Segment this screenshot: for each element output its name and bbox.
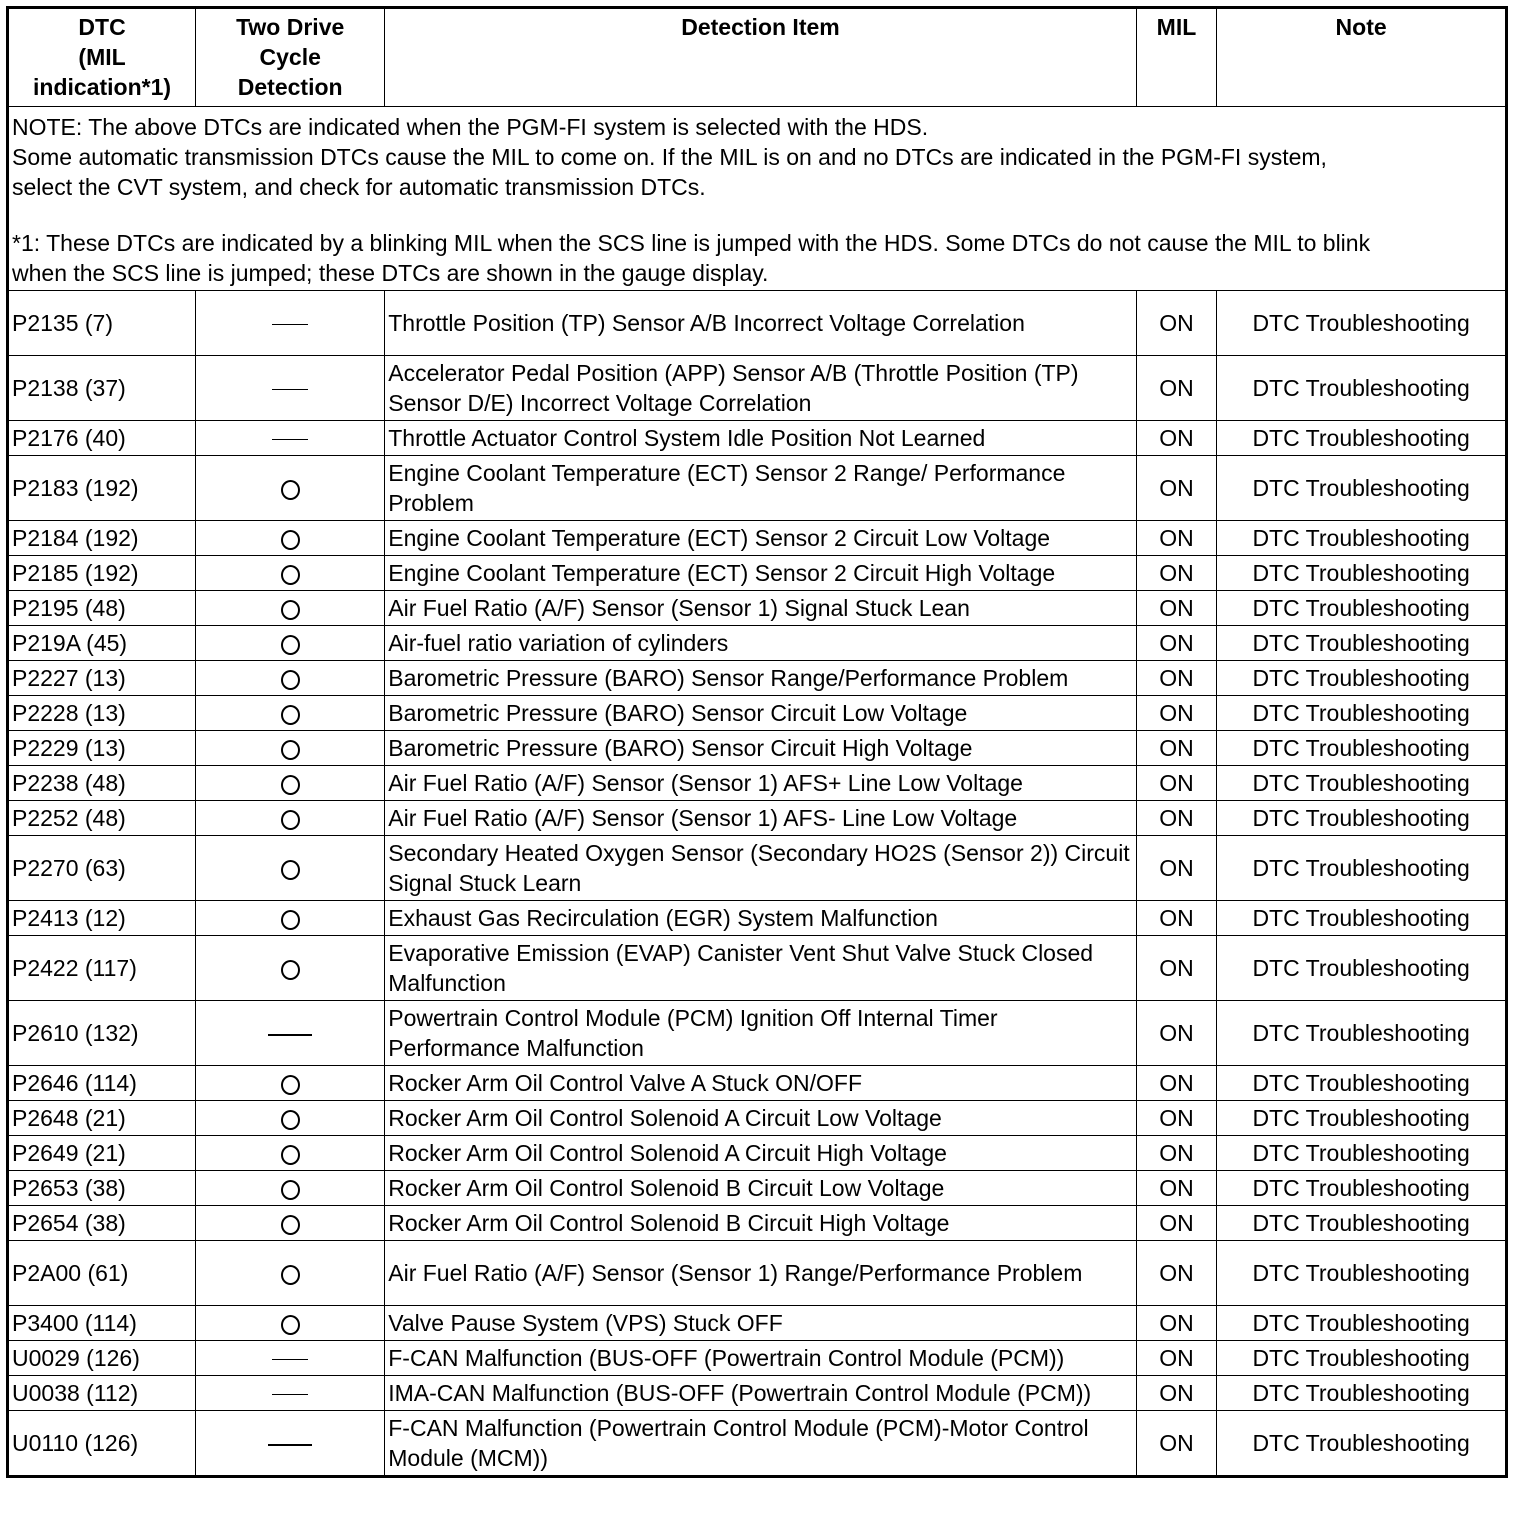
dtc-code: P2135 (7): [8, 291, 196, 356]
mil-status: ON: [1136, 356, 1216, 421]
note-row: [8, 107, 1507, 291]
two-drive-cell: [196, 421, 385, 456]
note-text: NOTE: The above DTCs are indicated when the PGM-FI system is selected with the HDS.: [12, 114, 929, 140]
two-drive-cell: [196, 1341, 385, 1376]
table-row: [8, 1171, 1507, 1206]
detection-item: Engine Coolant Temperature (ECT) Sensor 2 Circuit Low Voltage: [385, 521, 1137, 556]
detected-circle-icon: [281, 775, 300, 795]
troubleshooting-note: DTC Troubleshooting: [1217, 421, 1507, 456]
two-drive-cell: [196, 766, 385, 801]
detection-item: Exhaust Gas Recirculation (EGR) System Malfunction: [385, 901, 1137, 936]
detection-item: Air Fuel Ratio (A/F) Sensor (Sensor 1) AFS- Line Low Voltage: [385, 801, 1137, 836]
two-drive-cell: [196, 1306, 385, 1341]
not-applicable-dash-icon: [268, 1444, 312, 1446]
two-drive-cell: [196, 1101, 385, 1136]
mil-status: ON: [1136, 1101, 1216, 1136]
two-drive-cell: [196, 1066, 385, 1101]
dtc-code: P2A00 (61): [8, 1241, 196, 1306]
detection-item: Accelerator Pedal Position (APP) Sensor A/B (Throttle Position (TP) Sensor D/E) Incorrect Voltage Correlation: [385, 356, 1137, 421]
header-two-drive: [196, 8, 385, 107]
table-row: [8, 421, 1507, 456]
header-dtc-line: (MIL: [78, 44, 126, 70]
mil-status: ON: [1136, 1411, 1216, 1477]
header-dtc-line: indication*1): [33, 74, 172, 100]
detected-circle-icon: [281, 910, 300, 930]
header-two-drive-line: Detection: [237, 74, 343, 100]
detection-item: Throttle Actuator Control System Idle Position Not Learned: [385, 421, 1137, 456]
dtc-code: P2648 (21): [8, 1101, 196, 1136]
two-drive-cell: [196, 521, 385, 556]
detection-item: Air Fuel Ratio (A/F) Sensor (Sensor 1) Signal Stuck Lean: [385, 591, 1137, 626]
detection-item: Rocker Arm Oil Control Valve A Stuck ON/OFF: [385, 1066, 1137, 1101]
troubleshooting-note: DTC Troubleshooting: [1217, 1101, 1507, 1136]
mil-status: ON: [1136, 766, 1216, 801]
detected-circle-icon: [281, 530, 300, 550]
table-row: [8, 696, 1507, 731]
mil-status: ON: [1136, 456, 1216, 521]
table-row: [8, 1136, 1507, 1171]
detected-circle-icon: [281, 705, 300, 725]
table-row: [8, 901, 1507, 936]
table-row: [8, 766, 1507, 801]
detection-item: Secondary Heated Oxygen Sensor (Secondary HO2S (Sensor 2)) Circuit Signal Stuck Learn: [385, 836, 1137, 901]
mil-status: ON: [1136, 1001, 1216, 1066]
two-drive-cell: [196, 591, 385, 626]
mil-status: ON: [1136, 1376, 1216, 1411]
table-row: [8, 291, 1507, 356]
mil-status: ON: [1136, 836, 1216, 901]
detection-item: Engine Coolant Temperature (ECT) Sensor 2 Range/ Performance Problem: [385, 456, 1137, 521]
table-row: [8, 1411, 1507, 1477]
two-drive-cell: [196, 1136, 385, 1171]
header-dtc: [8, 8, 196, 107]
header-dtc-line: DTC: [78, 14, 126, 40]
not-applicable-dash-icon: [268, 1034, 312, 1036]
troubleshooting-note: DTC Troubleshooting: [1217, 1001, 1507, 1066]
detection-item: IMA-CAN Malfunction (BUS-OFF (Powertrain Control Module (PCM)): [385, 1376, 1137, 1411]
mil-status: ON: [1136, 1066, 1216, 1101]
table-row: [8, 1376, 1507, 1411]
table-row: [8, 556, 1507, 591]
detection-item: Air Fuel Ratio (A/F) Sensor (Sensor 1) AFS+ Line Low Voltage: [385, 766, 1137, 801]
troubleshooting-note: DTC Troubleshooting: [1217, 696, 1507, 731]
troubleshooting-note: DTC Troubleshooting: [1217, 1306, 1507, 1341]
detection-item: Evaporative Emission (EVAP) Canister Vent Shut Valve Stuck Closed Malfunction: [385, 936, 1137, 1001]
dtc-code: P2422 (117): [8, 936, 196, 1001]
not-applicable-dash-icon: [272, 1394, 308, 1395]
table-row: [8, 521, 1507, 556]
troubleshooting-note: DTC Troubleshooting: [1217, 356, 1507, 421]
detected-circle-icon: [281, 960, 300, 980]
detection-item: Throttle Position (TP) Sensor A/B Incorrect Voltage Correlation: [385, 291, 1137, 356]
two-drive-cell: [196, 291, 385, 356]
table-row: [8, 1206, 1507, 1241]
header-mil: MIL: [1136, 8, 1216, 107]
header-detection-item: Detection Item: [385, 8, 1137, 107]
note-block: [8, 107, 1507, 291]
two-drive-cell: [196, 556, 385, 591]
troubleshooting-note: DTC Troubleshooting: [1217, 731, 1507, 766]
detected-circle-icon: [281, 1315, 300, 1335]
dtc-code: P2653 (38): [8, 1171, 196, 1206]
detection-item: F-CAN Malfunction (Powertrain Control Module (PCM)-Motor Control Module (MCM)): [385, 1411, 1137, 1477]
mil-status: ON: [1136, 1306, 1216, 1341]
table-row: [8, 836, 1507, 901]
mil-status: ON: [1136, 1171, 1216, 1206]
troubleshooting-note: DTC Troubleshooting: [1217, 836, 1507, 901]
dtc-code: U0029 (126): [8, 1341, 196, 1376]
detected-circle-icon: [281, 670, 300, 690]
mil-status: ON: [1136, 1341, 1216, 1376]
dtc-code: P2252 (48): [8, 801, 196, 836]
detection-item: Rocker Arm Oil Control Solenoid B Circuit Low Voltage: [385, 1171, 1137, 1206]
detection-item: Rocker Arm Oil Control Solenoid A Circuit High Voltage: [385, 1136, 1137, 1171]
detection-item: Barometric Pressure (BARO) Sensor Range/Performance Problem: [385, 661, 1137, 696]
mil-status: ON: [1136, 1241, 1216, 1306]
two-drive-cell: [196, 1241, 385, 1306]
two-drive-cell: [196, 696, 385, 731]
mil-status: ON: [1136, 626, 1216, 661]
two-drive-cell: [196, 1171, 385, 1206]
table-row: [8, 591, 1507, 626]
troubleshooting-note: DTC Troubleshooting: [1217, 1241, 1507, 1306]
troubleshooting-note: DTC Troubleshooting: [1217, 291, 1507, 356]
detected-circle-icon: [281, 565, 300, 585]
mil-status: ON: [1136, 661, 1216, 696]
dtc-code: U0110 (126): [8, 1411, 196, 1477]
footnote-text: *1: These DTCs are indicated by a blinking MIL when the SCS line is jumped with the HDS. Some DTCs do not cause the MIL to blink: [12, 230, 1371, 256]
detection-item: Barometric Pressure (BARO) Sensor Circuit High Voltage: [385, 731, 1137, 766]
dtc-code: P2610 (132): [8, 1001, 196, 1066]
detection-item: Powertrain Control Module (PCM) Ignition Off Internal Timer Performance Malfunction: [385, 1001, 1137, 1066]
mil-status: ON: [1136, 521, 1216, 556]
detected-circle-icon: [281, 1110, 300, 1130]
two-drive-cell: [196, 936, 385, 1001]
troubleshooting-note: DTC Troubleshooting: [1217, 626, 1507, 661]
note-spacer: [12, 202, 1502, 228]
dtc-code: P2646 (114): [8, 1066, 196, 1101]
mil-status: ON: [1136, 901, 1216, 936]
header-row: [8, 8, 1507, 107]
table-row: [8, 1306, 1507, 1341]
troubleshooting-note: DTC Troubleshooting: [1217, 1411, 1507, 1477]
table-row: [8, 801, 1507, 836]
dtc-code: P2195 (48): [8, 591, 196, 626]
two-drive-cell: [196, 1376, 385, 1411]
two-drive-cell: [196, 901, 385, 936]
two-drive-cell: [196, 456, 385, 521]
troubleshooting-note: DTC Troubleshooting: [1217, 1206, 1507, 1241]
detected-circle-icon: [281, 600, 300, 620]
dtc-code: U0038 (112): [8, 1376, 196, 1411]
two-drive-cell: [196, 356, 385, 421]
detection-item: F-CAN Malfunction (BUS-OFF (Powertrain Control Module (PCM)): [385, 1341, 1137, 1376]
detected-circle-icon: [281, 1145, 300, 1165]
two-drive-cell: [196, 836, 385, 901]
table-row: [8, 731, 1507, 766]
table-row: [8, 1066, 1507, 1101]
troubleshooting-note: DTC Troubleshooting: [1217, 801, 1507, 836]
note-text: select the CVT system, and check for automatic transmission DTCs.: [12, 174, 706, 200]
mil-status: ON: [1136, 1136, 1216, 1171]
note-text: Some automatic transmission DTCs cause the MIL to come on. If the MIL is on and no DTCs are indicated in the PGM-FI system,: [12, 144, 1327, 170]
mil-status: ON: [1136, 731, 1216, 766]
troubleshooting-note: DTC Troubleshooting: [1217, 521, 1507, 556]
header-two-drive-line: Two Drive: [236, 14, 345, 40]
dtc-code: P2227 (13): [8, 661, 196, 696]
not-applicable-dash-icon: [272, 389, 308, 390]
detected-circle-icon: [281, 635, 300, 655]
table-row: [8, 626, 1507, 661]
mil-status: ON: [1136, 591, 1216, 626]
troubleshooting-note: DTC Troubleshooting: [1217, 556, 1507, 591]
mil-status: ON: [1136, 421, 1216, 456]
table-row: [8, 456, 1507, 521]
detection-item: Air Fuel Ratio (A/F) Sensor (Sensor 1) Range/Performance Problem: [385, 1241, 1137, 1306]
two-drive-cell: [196, 1001, 385, 1066]
detected-circle-icon: [281, 1265, 300, 1285]
troubleshooting-note: DTC Troubleshooting: [1217, 901, 1507, 936]
dtc-code: P2649 (21): [8, 1136, 196, 1171]
mil-status: ON: [1136, 556, 1216, 591]
detected-circle-icon: [281, 1180, 300, 1200]
two-drive-cell: [196, 1206, 385, 1241]
dtc-code: P2413 (12): [8, 901, 196, 936]
detected-circle-icon: [281, 860, 300, 880]
table-row: [8, 356, 1507, 421]
mil-status: ON: [1136, 696, 1216, 731]
dtc-table: [6, 6, 1508, 1478]
troubleshooting-note: DTC Troubleshooting: [1217, 1376, 1507, 1411]
troubleshooting-note: DTC Troubleshooting: [1217, 1136, 1507, 1171]
troubleshooting-note: DTC Troubleshooting: [1217, 591, 1507, 626]
dtc-code: P2184 (192): [8, 521, 196, 556]
table-row: [8, 1241, 1507, 1306]
detection-item: Engine Coolant Temperature (ECT) Sensor 2 Circuit High Voltage: [385, 556, 1137, 591]
detected-circle-icon: [281, 740, 300, 760]
table-row: [8, 936, 1507, 1001]
not-applicable-dash-icon: [272, 324, 308, 325]
detected-circle-icon: [281, 810, 300, 830]
two-drive-cell: [196, 1411, 385, 1477]
dtc-code: P2176 (40): [8, 421, 196, 456]
troubleshooting-note: DTC Troubleshooting: [1217, 936, 1507, 1001]
dtc-code: P2183 (192): [8, 456, 196, 521]
troubleshooting-note: DTC Troubleshooting: [1217, 1341, 1507, 1376]
detection-item: Air-fuel ratio variation of cylinders: [385, 626, 1137, 661]
detection-item: Barometric Pressure (BARO) Sensor Circuit Low Voltage: [385, 696, 1137, 731]
dtc-code: P3400 (114): [8, 1306, 196, 1341]
dtc-code: P2229 (13): [8, 731, 196, 766]
two-drive-cell: [196, 626, 385, 661]
footnote-text: when the SCS line is jumped; these DTCs are shown in the gauge display.: [12, 260, 769, 286]
dtc-code: P2270 (63): [8, 836, 196, 901]
header-note: Note: [1217, 8, 1507, 107]
detected-circle-icon: [281, 1075, 300, 1095]
detection-item: Rocker Arm Oil Control Solenoid A Circuit Low Voltage: [385, 1101, 1137, 1136]
two-drive-cell: [196, 801, 385, 836]
table-row: [8, 1101, 1507, 1136]
mil-status: ON: [1136, 291, 1216, 356]
table-row: [8, 1001, 1507, 1066]
detected-circle-icon: [281, 480, 300, 500]
detection-item: Rocker Arm Oil Control Solenoid B Circuit High Voltage: [385, 1206, 1137, 1241]
dtc-code: P2654 (38): [8, 1206, 196, 1241]
two-drive-cell: [196, 731, 385, 766]
troubleshooting-note: DTC Troubleshooting: [1217, 661, 1507, 696]
detection-item: Valve Pause System (VPS) Stuck OFF: [385, 1306, 1137, 1341]
mil-status: ON: [1136, 936, 1216, 1001]
troubleshooting-note: DTC Troubleshooting: [1217, 456, 1507, 521]
dtc-code: P2138 (37): [8, 356, 196, 421]
not-applicable-dash-icon: [272, 1359, 308, 1360]
dtc-code: P219A (45): [8, 626, 196, 661]
header-two-drive-line: Cycle: [259, 44, 321, 70]
dtc-code: P2228 (13): [8, 696, 196, 731]
table-row: [8, 661, 1507, 696]
dtc-code: P2185 (192): [8, 556, 196, 591]
not-applicable-dash-icon: [272, 439, 308, 440]
dtc-code: P2238 (48): [8, 766, 196, 801]
two-drive-cell: [196, 661, 385, 696]
troubleshooting-note: DTC Troubleshooting: [1217, 1066, 1507, 1101]
troubleshooting-note: DTC Troubleshooting: [1217, 1171, 1507, 1206]
mil-status: ON: [1136, 1206, 1216, 1241]
mil-status: ON: [1136, 801, 1216, 836]
troubleshooting-note: DTC Troubleshooting: [1217, 766, 1507, 801]
detected-circle-icon: [281, 1215, 300, 1235]
table-row: [8, 1341, 1507, 1376]
